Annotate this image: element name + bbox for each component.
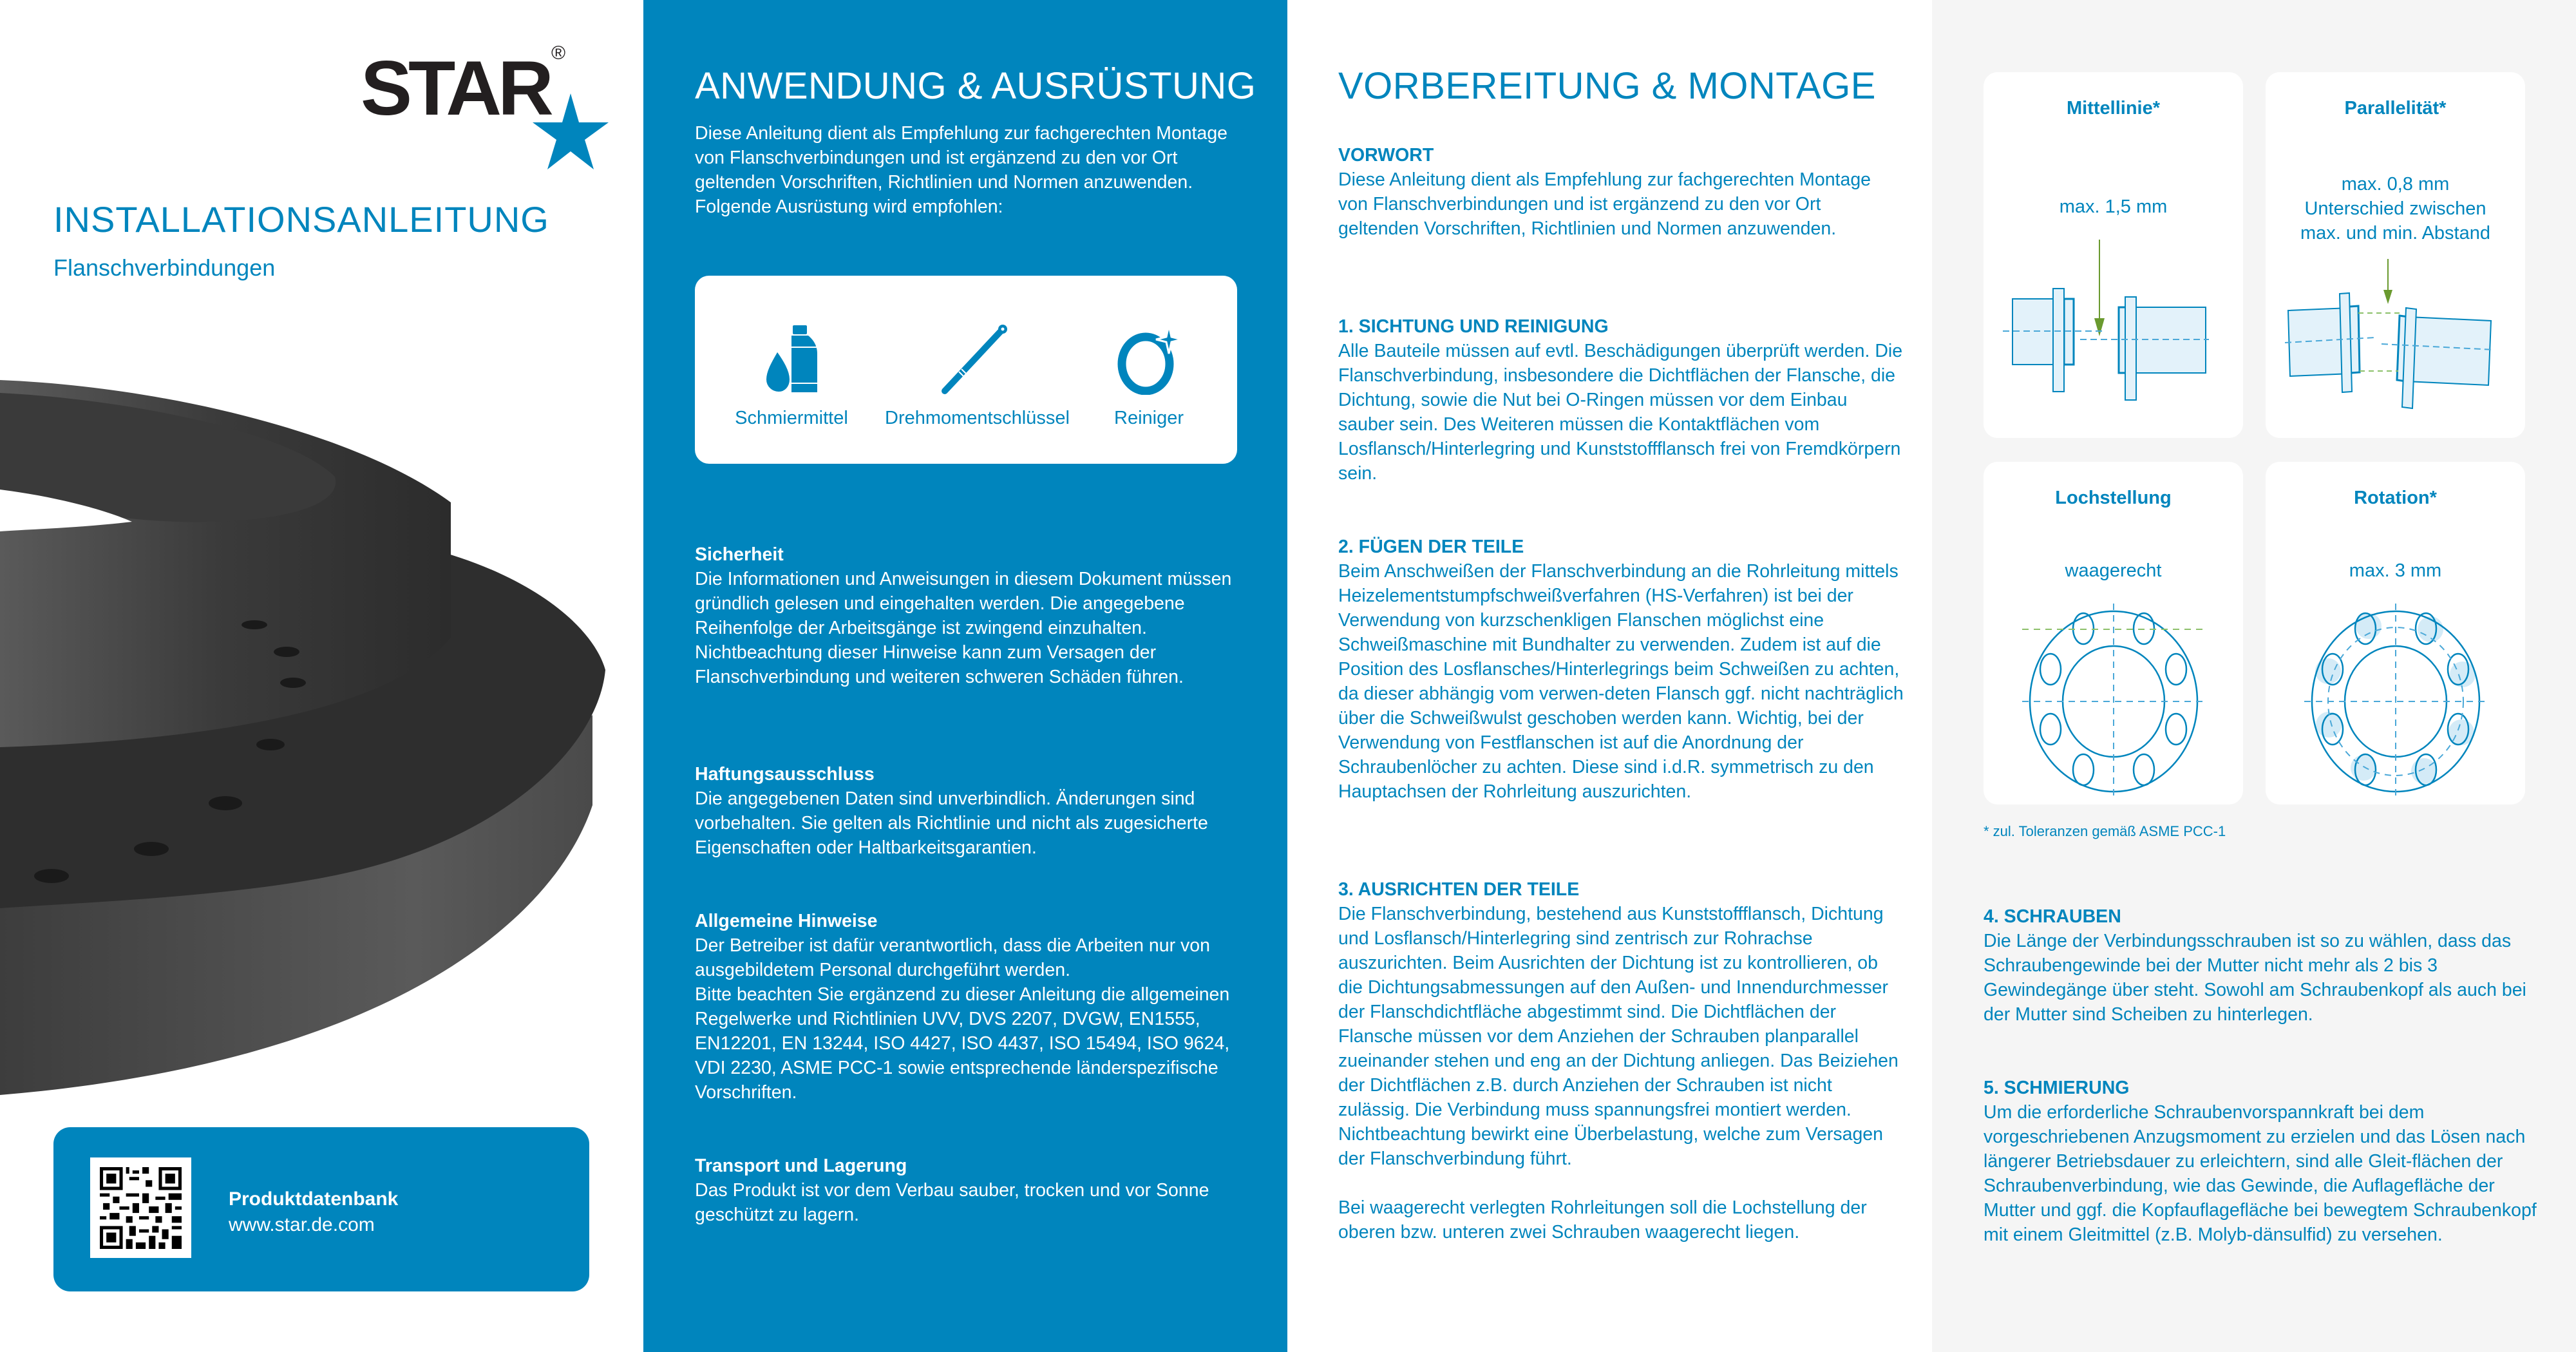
section-inspection: [1338, 314, 1905, 486]
section-title: Transport und Lagerung: [695, 1156, 907, 1176]
tolerance-footnote: * zul. Toleranzen gemäß ASME PCC-1: [1984, 823, 2226, 839]
section-text: Um die erforderliche Schraubenvorspannkraft bei dem vorgeschriebenen Anzugsmoment zu erzielen und das Lösen nach längerer Betriebsdauer zu erleichtern, sind alle Gleit-flächen der Schraubenverbindung, wie das Gewinde, die Auflagefläche der Mutter und ggf. die Kopfauflagefläche bei bewegtem Schraubenkopf mit einem Gleitmittel (z.B. Molyb-dänsulfid) zu versehen.: [1984, 1102, 2537, 1245]
section-text: Alle Bauteile müssen auf evtl. Beschädigungen überprüft werden. Die Flanschverbindung, insbesondere die Dichtflächen der Flansche, die Dichtung, sowie die Nut bei O-Ringen müssen vor dem Einbau sauber sein. Des Weiteren müssen die Kontaktflächen vom Losflansch/Hinterlegring und Kunststoffflansch frei von Fremdkörpern sein.: [1338, 341, 1903, 484]
card-title: Rotation*: [2354, 488, 2437, 508]
qr-code[interactable]: [90, 1157, 191, 1258]
section-title: Haftungsausschluss: [695, 764, 875, 785]
application-intro: Diese Anleitung dient als Empfehlung zur fachgerechten Montage von Flanschverbindungen und ist ergänzend zu den vor Ort geltenden Vorschriften, Richtlinien und Normen anzuwenden. Folgende Ausrüstung wird empfohlen:: [695, 123, 1228, 217]
product-database-title: Produktdatenbank: [229, 1188, 399, 1210]
section-text: Der Betreiber ist dafür verantwortlich, dass die Arbeiten nur von ausgebildetem Personal durchgeführt werden. Bitte beachten Sie ergänzend zu dieser Anleitung die allgemeinen Regelwerke und Richtlinien UVV, DVS 2207, DVGW, EN1555, EN12201, EN 13244, ISO 4427, ISO 4437, ISO 15494, ISO 9624, VDI 2230, ASME PCC-1 sowie entsprechende länderspezifische Vorschriften.: [695, 935, 1230, 1103]
section-lubrication: [1984, 1076, 2550, 1247]
rotation-diagram: [2291, 604, 2497, 797]
document-title: INSTALLATIONSANLEITUNG: [53, 199, 549, 240]
equipment-card: [695, 276, 1237, 464]
section-joining: [1338, 535, 1905, 804]
card-value: max. 1,5 mm: [2059, 196, 2168, 217]
assembly-heading: VORBEREITUNG & MONTAGE: [1338, 65, 1876, 107]
torque-wrench-icon: [940, 324, 1010, 395]
section-text: Die Informationen und Anweisungen in diesem Dokument müssen gründlich gelesen und eingehalten werden. Die angegebene Reihenfolge der Arbeitsgänge ist zwingend einzuhalten. Nichtbeachtung dieser Hinweise kann zum Versagen der Flanschverbindung und weiteren schweren Schäden führen.: [695, 569, 1232, 687]
equipment-item-cleaner: [1091, 321, 1207, 429]
section-title: 3. AUSRICHTEN DER TEILE: [1338, 879, 1580, 900]
qr-code-icon: [100, 1167, 182, 1249]
tolerance-card-hole-position: [1984, 462, 2243, 805]
application-heading: ANWENDUNG & AUSRÜSTUNG: [695, 65, 1256, 107]
section-text: Die angegebenen Daten sind unverbindlich. Änderungen sind vorbehalten. Sie gelten als Richtlinie und nicht als zugesicherte Eigenschaften oder Haltbarkeitsgarantien.: [695, 788, 1208, 858]
section-text: Die Länge der Verbindungsschrauben ist so zu wählen, dass das Schraubengewinde bei der Mutter nicht mehr als 2 bis 3 Gewindegänge über steht. Sowohl am Schraubenkopf als auch bei der Mutter sind Scheiben zu hinterlegen.: [1984, 931, 2526, 1025]
section-title: VORWORT: [1338, 145, 1434, 166]
cleaner-ring-icon: [1113, 324, 1184, 395]
equipment-label: Drehmomentschlüssel: [885, 408, 1070, 428]
cover-panel: [0, 0, 643, 1352]
registered-mark: ®: [551, 43, 566, 64]
section-preface: [1338, 143, 1905, 241]
section-title: 1. SICHTUNG UND REINIGUNG: [1338, 316, 1609, 337]
section-title: Allgemeine Hinweise: [695, 911, 878, 931]
tolerance-card-rotation: [2266, 462, 2525, 805]
parallelism-diagram: [2285, 259, 2504, 414]
card-title: Lochstellung: [2055, 488, 2172, 508]
tolerances-panel: [1932, 0, 2576, 1352]
equipment-item-torque-wrench: [885, 321, 1070, 429]
equipment-label: Reiniger: [1114, 408, 1184, 428]
section-title: 4. SCHRAUBEN: [1984, 906, 2121, 927]
section-transport: [695, 1154, 1249, 1227]
section-text: Die Flanschverbindung, bestehend aus Kunststoffflansch, Dichtung und Losflansch/Hinterlegring sind zentrisch zur Rohrachse auszurichten. Beim Ausrichten der Dichtung ist zu kontrollieren, ob die Dichtungsabmessungen auf den Außen- und Innendurchmesser der Flanschdichtfläche abgestimmt sind. Die Dichtflächen der Flansche müssen vor dem Anziehen der Schrauben planparallel zueinander stehen und eng an der Dichtung anliegen. Das Beiziehen der Dichtflächen z.B. durch Anziehen der Schrauben ist nicht zulässig. Die Verbindung muss spannungsfrei montiert werden. Nichtbeachtung bewirkt eine Überbelastung, welche zum Versagen der Flanschverbindung führt. Bei waagerecht verlegten Rohrleitungen soll die Lochstellung der oberen bzw. unteren zwei Schrauben waagerecht liegen.: [1338, 904, 1899, 1243]
flange-product-image: [0, 354, 643, 1192]
card-title: Parallelität*: [2344, 98, 2447, 119]
star-logo: [361, 39, 618, 174]
website-link[interactable]: www.star.de.com: [229, 1214, 375, 1235]
card-value: max. 0,8 mm Unterschied zwischen max. und min. Abstand: [2300, 174, 2490, 243]
section-title: 5. SCHMIERUNG: [1984, 1078, 2130, 1098]
card-value: waagerecht: [2065, 560, 2162, 581]
logo-text: STAR: [361, 45, 550, 131]
document-subtitle: Flanschverbindungen: [53, 254, 276, 281]
section-alignment: [1338, 877, 1905, 1244]
card-title: Mittellinie*: [2066, 98, 2160, 119]
bolt-hole-position-diagram: [2009, 604, 2215, 797]
lubricant-bottle-icon: [759, 324, 824, 395]
section-bolts: [1984, 904, 2550, 1027]
section-text: Beim Anschweißen der Flanschverbindung an die Rohrleitung mittels Heizelementstumpfschweißverfahren (HS-Verfahren) ist bei der Verwendung von kurzschenkligen Flanschen möglichst eine Schweißmaschine mit Bundhalter zu verwenden. Zudem ist auf die Position des Losflansches/Hinterlegrings beim Schweißen zu achten, da dieser abhängig vom verwen-deten Flansch ggf. nicht nachträglich über die Schweißwulst geschoben werden kann. Wichtig, bei der Verwendung von Festflanschen ist auf die Anordnung der Schraubenlöcher zu achten. Diese sind i.d.R. symmetrisch zu den Hauptachsen der Rohrleitung auszurichten.: [1338, 561, 1904, 802]
centerline-offset-diagram: [2003, 240, 2222, 407]
section-safety: [695, 542, 1249, 689]
section-text: Das Produkt ist vor dem Verbau sauber, trocken und vor Sonne geschützt zu lagern.: [695, 1180, 1209, 1225]
equipment-label: Schmiermittel: [735, 408, 848, 428]
assembly-panel: [1287, 0, 1932, 1352]
equipment-item-lubricant: [727, 321, 856, 429]
section-title: 2. FÜGEN DER TEILE: [1338, 537, 1524, 557]
section-general-notes: [695, 909, 1249, 1105]
section-disclaimer: [695, 762, 1249, 860]
tolerance-card-centerline: [1984, 72, 2243, 438]
product-database-box[interactable]: [53, 1127, 589, 1291]
card-value: max. 3 mm: [2349, 560, 2442, 581]
application-panel: [643, 0, 1287, 1352]
section-title: Sicherheit: [695, 544, 784, 565]
section-text: Diese Anleitung dient als Empfehlung zur fachgerechten Montage von Flanschverbindungen und ist ergänzend zu den vor Ort geltenden Vorschriften, Richtlinien und Normen anzuwenden.: [1338, 169, 1871, 239]
tolerance-card-parallelism: [2266, 72, 2525, 438]
